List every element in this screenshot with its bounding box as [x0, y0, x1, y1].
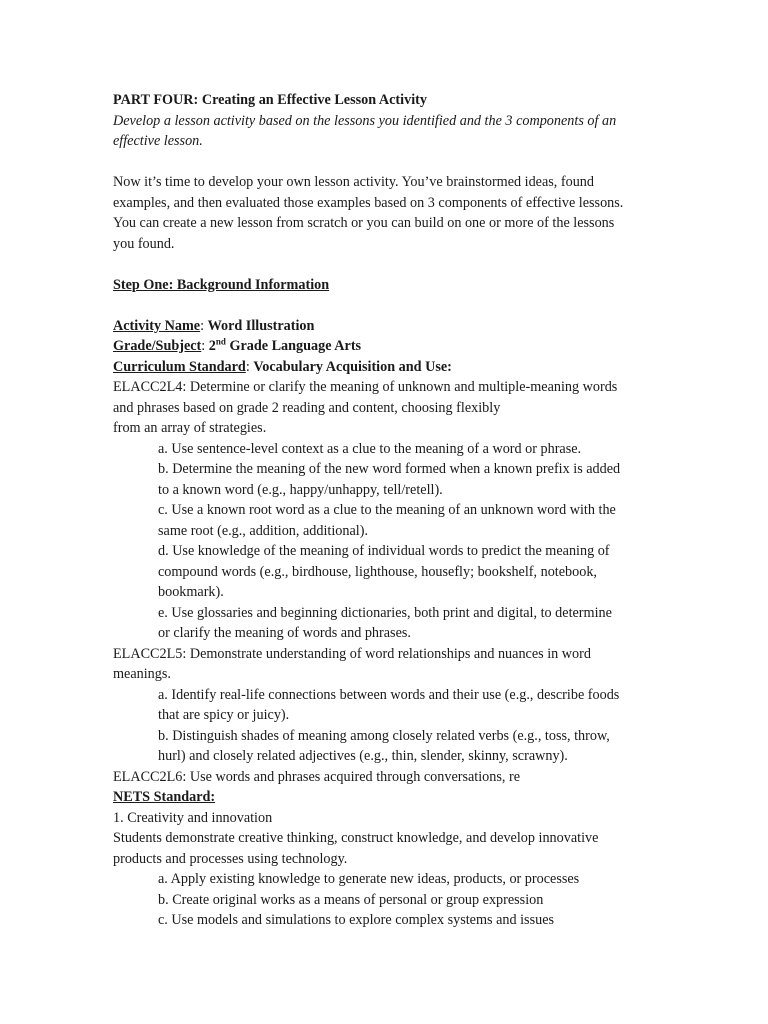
standard-l4-item: or clarify the meaning of words and phrases. — [158, 625, 411, 641]
standard-l5-item: a. Identify real-life connections between words and their use (e.g., describe foods — [158, 686, 620, 703]
standard-l4-line: and phrases based on grade 2 reading and content, choosing flexibly — [113, 399, 501, 416]
curriculum-standard-sep: : — [245, 358, 254, 375]
standard-l5-line: ELACC2L5: Demonstrate understanding of word relationships and nuances in word — [113, 645, 591, 662]
intro-line: You can create a new lesson from scratch or you can build on one or more of the lessons — [113, 215, 615, 231]
subtitle-line: effective lesson. — [113, 133, 203, 149]
grade-subject-label: Grade/Subject — [113, 338, 202, 354]
intro-line: you found. — [113, 235, 175, 252]
part-title: PART FOUR: Creating an Effective Lesson Activity — [113, 92, 427, 108]
standard-l4-item: to a known word (e.g., happy/unhappy, tell/retell). — [158, 481, 443, 498]
standard-l6-line: ELACC2L6: Use words and phrases acquired through conversations, re — [113, 768, 521, 785]
nets-item: b. Create original works as a means of personal or group expression — [158, 891, 544, 908]
standard-l4-item: b. Determine the meaning of the new word formed when a known prefix is added — [158, 461, 621, 477]
activity-name-row — [113, 316, 693, 337]
activity-name-value: Word Illustration — [207, 317, 315, 334]
standard-l4-item: c. Use a known root word as a clue to the meaning of an unknown word with the — [158, 502, 616, 518]
standard-l5-item: hurl) and closely related adjectives (e.g., thin, slender, skinny, scrawny). — [158, 748, 568, 764]
curriculum-standard-row — [113, 357, 693, 378]
grade-subject-sep: : — [201, 338, 209, 354]
standard-l4-line: from an array of strategies. — [113, 420, 267, 436]
standard-l5-line: meanings. — [113, 666, 171, 682]
grade-subject-value: Grade Language Arts — [225, 338, 362, 354]
activity-name-label: Activity Name — [113, 317, 201, 334]
grade-subject-row — [113, 336, 693, 357]
subtitle-line: Develop a lesson activity based on the lessons you identified and the 3 components of an — [113, 112, 617, 129]
step-one-heading: Step One: Background Information — [113, 276, 330, 293]
nets-line: 1. Creativity and innovation — [113, 809, 273, 826]
nets-heading: NETS Standard: — [113, 789, 216, 805]
standard-l4-item: e. Use glossaries and beginning dictionaries, both print and digital, to determine — [158, 604, 612, 621]
nets-item: c. Use models and simulations to explore complex systems and issues — [158, 912, 555, 928]
nets-item: a. Apply existing knowledge to generate new ideas, products, or processes — [158, 871, 580, 887]
intro-line: Now it’s time to develop your own lesson activity. You’ve brainstormed ideas, found — [113, 174, 594, 190]
nets-line: products and processes using technology. — [113, 850, 348, 867]
standard-l4-item: a. Use sentence-level context as a clue to the meaning of a word or phrase. — [158, 440, 582, 457]
document-page — [113, 90, 693, 931]
standard-l5-item: that are spicy or juicy). — [158, 707, 290, 723]
standard-l4-item: compound words (e.g., birdhouse, lighthouse, housefly; bookshelf, notebook, — [158, 563, 597, 580]
curriculum-standard-label: Curriculum Standard — [113, 358, 246, 375]
intro-line: examples, and then evaluated those examples based on 3 components of effective lessons. — [113, 194, 624, 211]
standard-l4-line: ELACC2L4: Determine or clarify the meaning of unknown and multiple-meaning words — [113, 379, 618, 395]
curriculum-standard-value: Vocabulary Acquisition and Use: — [253, 358, 452, 375]
grade-number: 2 — [208, 338, 216, 354]
standard-l4-item: bookmark). — [158, 584, 224, 600]
grade-suffix: nd — [215, 336, 226, 347]
standard-l5-item: b. Distinguish shades of meaning among closely related verbs (e.g., toss, throw, — [158, 727, 610, 744]
standard-l4-item: same root (e.g., addition, additional). — [158, 522, 368, 539]
activity-name-sep: : — [200, 317, 208, 334]
nets-line: Students demonstrate creative thinking, construct knowledge, and develop innovative — [113, 830, 599, 846]
standard-l4-item: d. Use knowledge of the meaning of individual words to predict the meaning of — [158, 543, 610, 559]
